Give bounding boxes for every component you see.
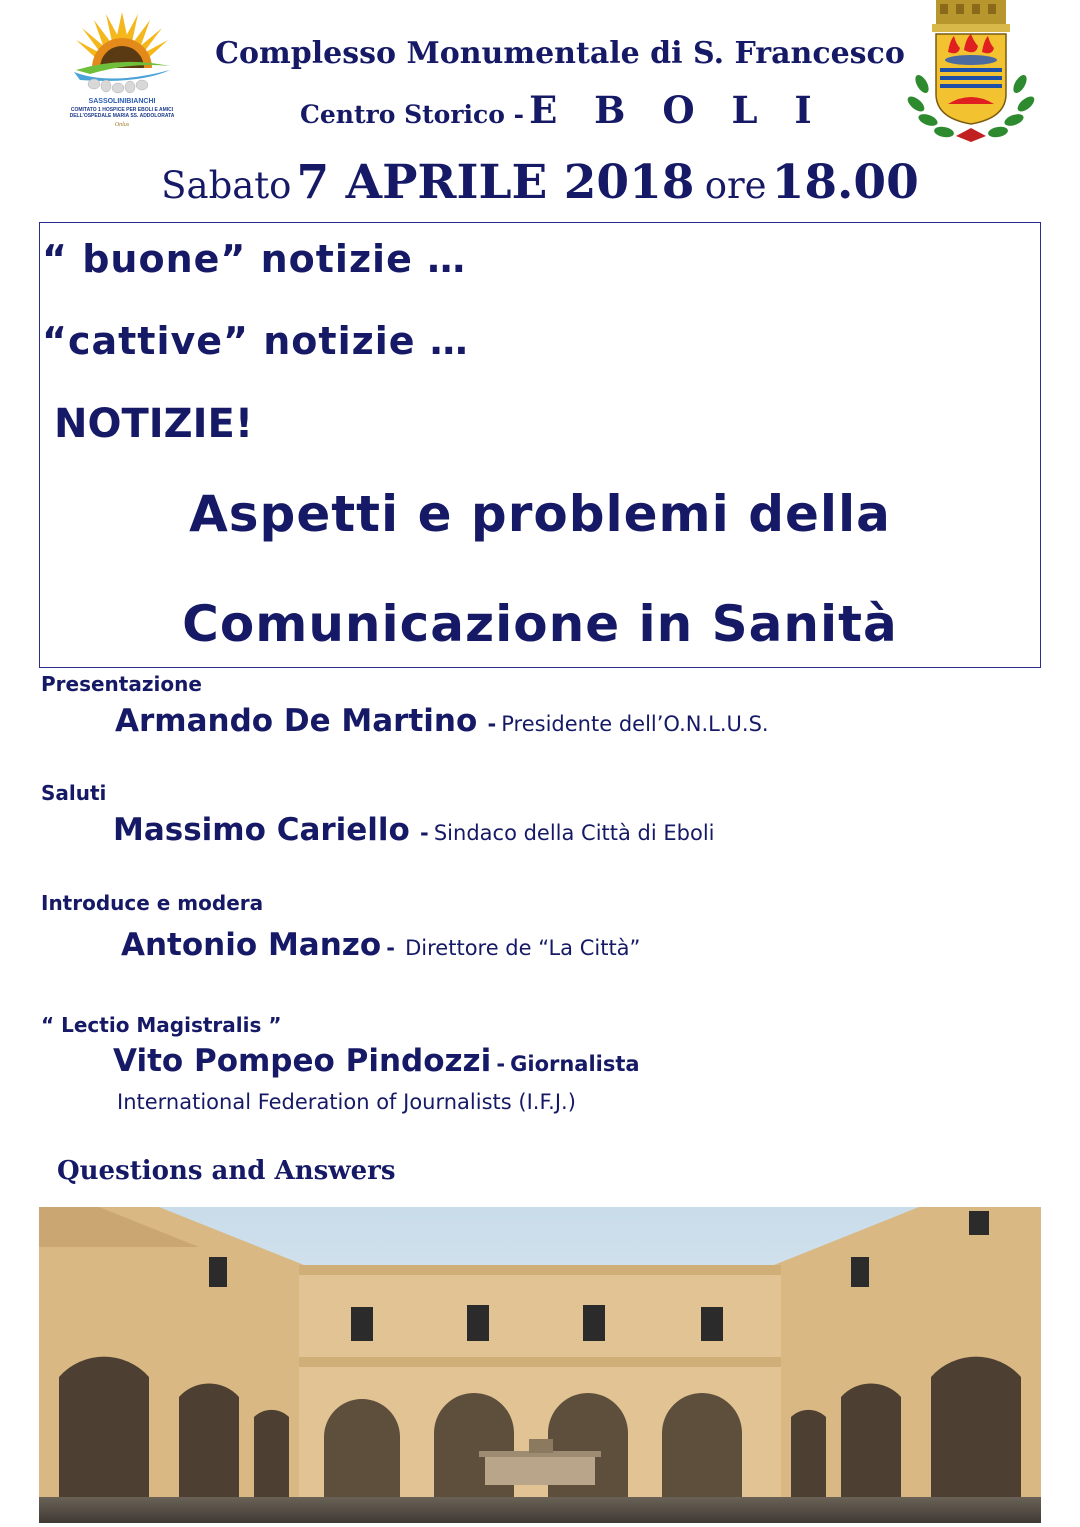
centro-storico-label: Centro Storico -: [300, 100, 524, 129]
event-date: 7 APRILE 2018: [296, 155, 695, 210]
program-role: Saluti: [41, 781, 107, 805]
speaker-title: Presidente dell’O.N.L.U.S.: [501, 712, 769, 736]
topic-title-line2: Comunicazione in Sanità: [182, 595, 898, 653]
logo-onlus-text: Onlus: [114, 122, 130, 128]
speaker-title: Sindaco della Città di Eboli: [433, 821, 715, 845]
event-time-label: ore: [704, 164, 767, 207]
event-day: Sabato: [161, 164, 292, 207]
logo-brand-text: SASSOLINIBIANCHI: [88, 98, 156, 105]
venue-title: Complesso Monumentale di S. Francesco: [215, 36, 905, 71]
speaker-dash: -: [487, 712, 497, 736]
city-name: E B O L I: [529, 88, 824, 132]
speaker-name: Antonio Manzo: [121, 927, 382, 963]
program-role: “ Lectio Magistralis ”: [41, 1013, 282, 1037]
good-news-line: “ buone” notizie …: [42, 237, 467, 281]
eboli-coat-of-arms-icon: [904, 0, 1038, 146]
speaker-affiliation: International Federation of Journalists (I.F.J.): [117, 1090, 576, 1114]
sassolini-bianchi-logo: [52, 10, 192, 132]
speaker-dash: -: [386, 936, 395, 960]
venue-subtitle: [300, 88, 824, 132]
speaker-name: Vito Pompeo Pindozzi: [113, 1043, 492, 1079]
event-date-line: [0, 155, 1080, 210]
program-speaker: [121, 927, 640, 963]
news-line: NOTIZIE!: [54, 401, 254, 447]
program-speaker: [113, 812, 715, 848]
cloister-photo: [39, 1207, 1041, 1523]
program-role: Presentazione: [41, 672, 202, 696]
speaker-dash: -: [496, 1052, 506, 1076]
logo-committee-text: COMITATO 1 HOSPICE PER EBOLI E AMICI DELL'OSPEDALE MARIA SS. ADDOLORATA: [69, 107, 175, 119]
speaker-title: Giornalista: [510, 1052, 640, 1076]
event-time: 18.00: [771, 155, 919, 210]
questions-and-answers-label: Questions and Answers: [57, 1156, 396, 1186]
speaker-name: Massimo Cariello: [113, 812, 410, 848]
speaker-name: Armando De Martino: [115, 703, 478, 739]
program-speaker: [113, 1043, 640, 1079]
topic-title-line1: Aspetti e problemi della: [189, 485, 891, 543]
sunflower-logo-icon: [70, 10, 174, 98]
program-role: Introduce e modera: [41, 891, 264, 915]
program-speaker: [115, 703, 769, 739]
topic-box: [39, 222, 1041, 668]
speaker-title: Direttore de “La Città”: [405, 936, 641, 960]
speaker-dash: -: [420, 821, 429, 845]
bad-news-line: “cattive” notizie …: [42, 319, 469, 363]
